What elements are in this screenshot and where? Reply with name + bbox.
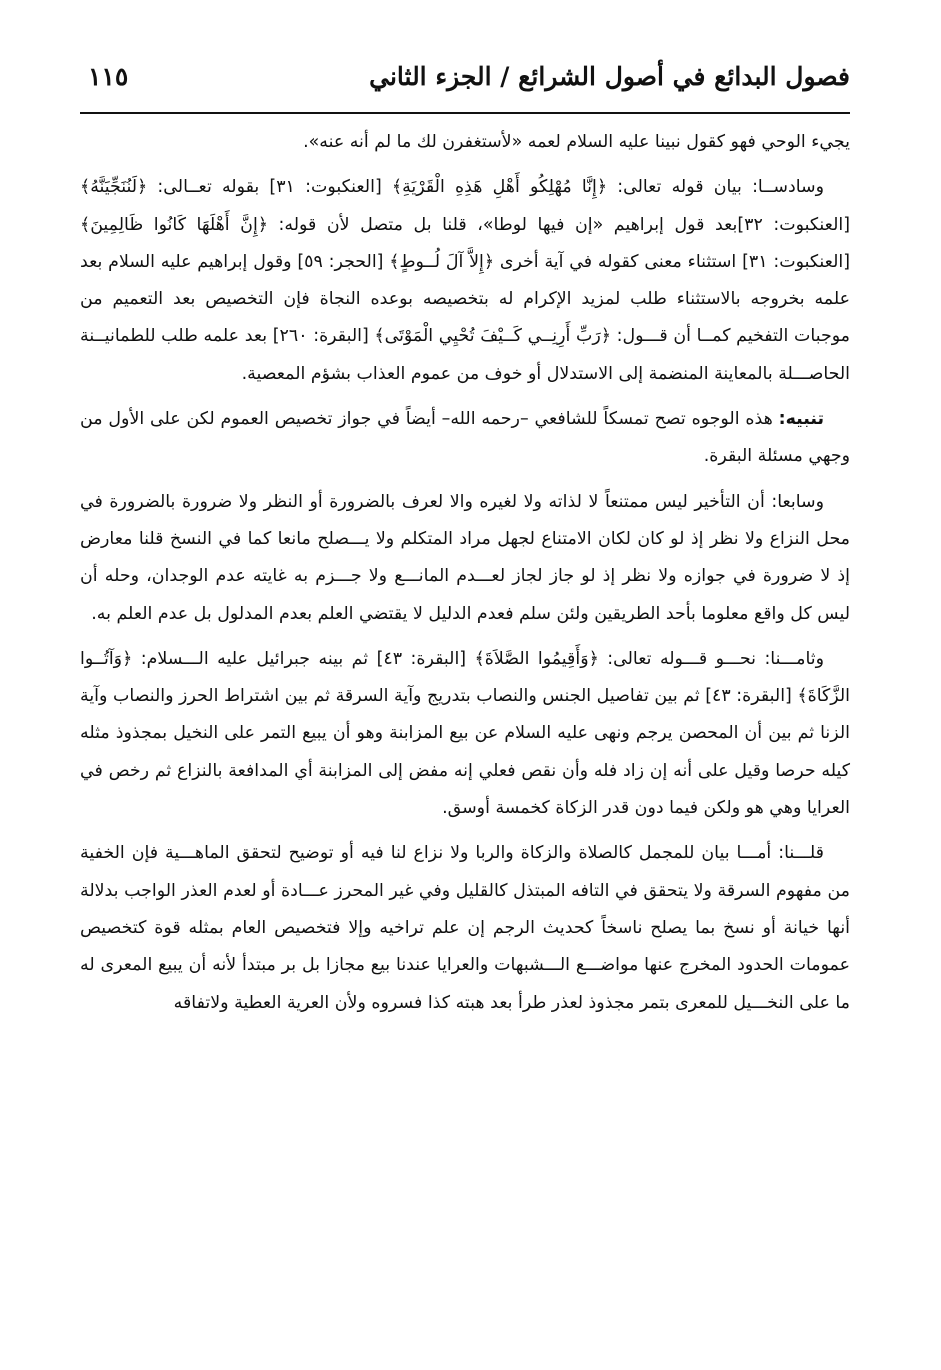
body-text bbox=[80, 124, 850, 1030]
note-label: تنبيه: bbox=[778, 409, 824, 430]
paragraph-continuation: يجيء الوحي فهو كقول نبينا عليه السلام لعمه «لأستغفرن لك ما لم أنه عنه». bbox=[303, 132, 850, 152]
paragraph-note bbox=[80, 401, 850, 476]
note-text: هذه الوجوه تصح تمسكاً للشافعي –رحمه الله– أيضاً في جواز تخصيص العموم لكن على الأول من وجهي مسئلة البقرة. bbox=[80, 409, 850, 467]
paragraph-eighth-point: وثامـــنا: نحـــو قـــوله تعالى: ﴿وَأَقِيمُوا الصَّلاَةَ﴾ [البقرة: ٤٣] ثم بينه جبرائيل عليه الـــسلام: ﴿وَآتُــوا الزَّكَاةَ﴾ [البقرة: ٤٣] ثم بين تفاصيل الجنس والنصاب بتدريج وآية السرقة ثم بين اشتراط الحرز والنصاب وآية الزنا ثم بين أن المحصن يرجم ونهى عليه السلام عن بيع المزابنة وهو أن يبيع التمر على النخيل بمجذوذ مثله كيله حرصا وقيل على أنه إن زاد فله وأن نقص فعلي إنه مفض إلى المزابنة أي المدافعة بالنزاع ثم رخص في العرايا وهي هو ولكن فيما دون قدر الزكاة كخمسة أوسق. bbox=[80, 648, 851, 819]
paragraph-seventh-point: وسابعا: أن التأخير ليس ممتنعاً لا لذاته ولا لغيره والا لعرف بالضرورة أو النظر ولا ضرورة بالضرورة في محل النزاع ولا نظر إذ لو كان لكان الامتناع لجهل مراد المتكلم ولا يـــصلح مانعا كما في النسخ قلنا معارض إذ لا ضرورة في جوازه ولا نظر إذ لو جاز لجاز لعـــدم المانـــع ولا جـــزم به غايته عدم الوجدان، وحله أن ليس كل واقع معلوما بأحد الطريقين ولئن سلم فعدم الدليل لا يقتضي العلم بعدم المدلول بل عدم العلم به. bbox=[80, 491, 850, 624]
running-title: فصول البدائع في أصول الشرائع / الجزء الثاني bbox=[369, 62, 850, 91]
header-divider bbox=[80, 112, 850, 114]
paragraph-reply: قلـــنا: أمـــا بيان للمجمل كالصلاة والزكاة والربا ولا نزاع لنا فيه أو توضيح لتحقق الماهـــية فإن الخفية من مفهوم السرقة ولا يتحقق في التافه المبتذل كالقليل وفي غير المحرز عـــادة أو لعدم العذر الواجب بدلالة أنها خيانة أو نسخ بما يصلح ناسخاً كحديث الرجم إن علم تراخيه وإلا فتخصيص العام بمثله قوة كتخصيص عمومات الحدود المخرج عنها مواضـــع الـــشبهات والعرايا عندنا بيع مجازا بل بر مبتدأ لأنه أن يبيع المعرى له ما على النخـــيل للمعرى بتمر مجذوذ لعذر طرأ بعد هبته كذا فسروه ولأن العرية العطية ولاتفاقه bbox=[80, 843, 850, 1013]
paragraph-sixth-point: وسادســا: بيان قوله تعالى: ﴿إِنَّا مُهْلِكُو أَهْلِ هَذِهِ الْقَرْيَةِ﴾ [العنكبوت: ٣١] بقوله تعــالى: ﴿لَنُنَجِّيَنَّهُ﴾ [العنكبوت: ٣٢]بعد قول إبراهيم «إن فيها لوطا»، قلنا بل متصل لأن قوله: ﴿إِنَّ أَهْلَهَا كَانُوا ظَالِمِينَ﴾ [العنكبوت: ٣١] استثناء معنى كقوله في آية أخرى ﴿إِلاَّ آلَ لُــوطٍ﴾ [الحجر: ٥٩] وقول إبراهيم عليه السلام بعد علمه بخروجه بالاستثناء طلب لمزيد الإكرام له بتخصيصه بوعده النجاة فإن التخصيص بعد التعميم من موجبات التفخيم كمــا أن قـــول: ﴿رَبِّ أَرِنِــي كَــيْفَ تُحْيِي الْمَوْتَى﴾ [البقرة: ٢٦٠] بعد علمه طلب للطمانيــنة الحاصـــلة بالمعاينة المنضمة إلى الاستدلال أو خوف من عموم العذاب بشؤم المعصية. bbox=[80, 177, 850, 384]
page-header bbox=[80, 58, 850, 108]
page-number: ١١٥ bbox=[88, 62, 129, 91]
